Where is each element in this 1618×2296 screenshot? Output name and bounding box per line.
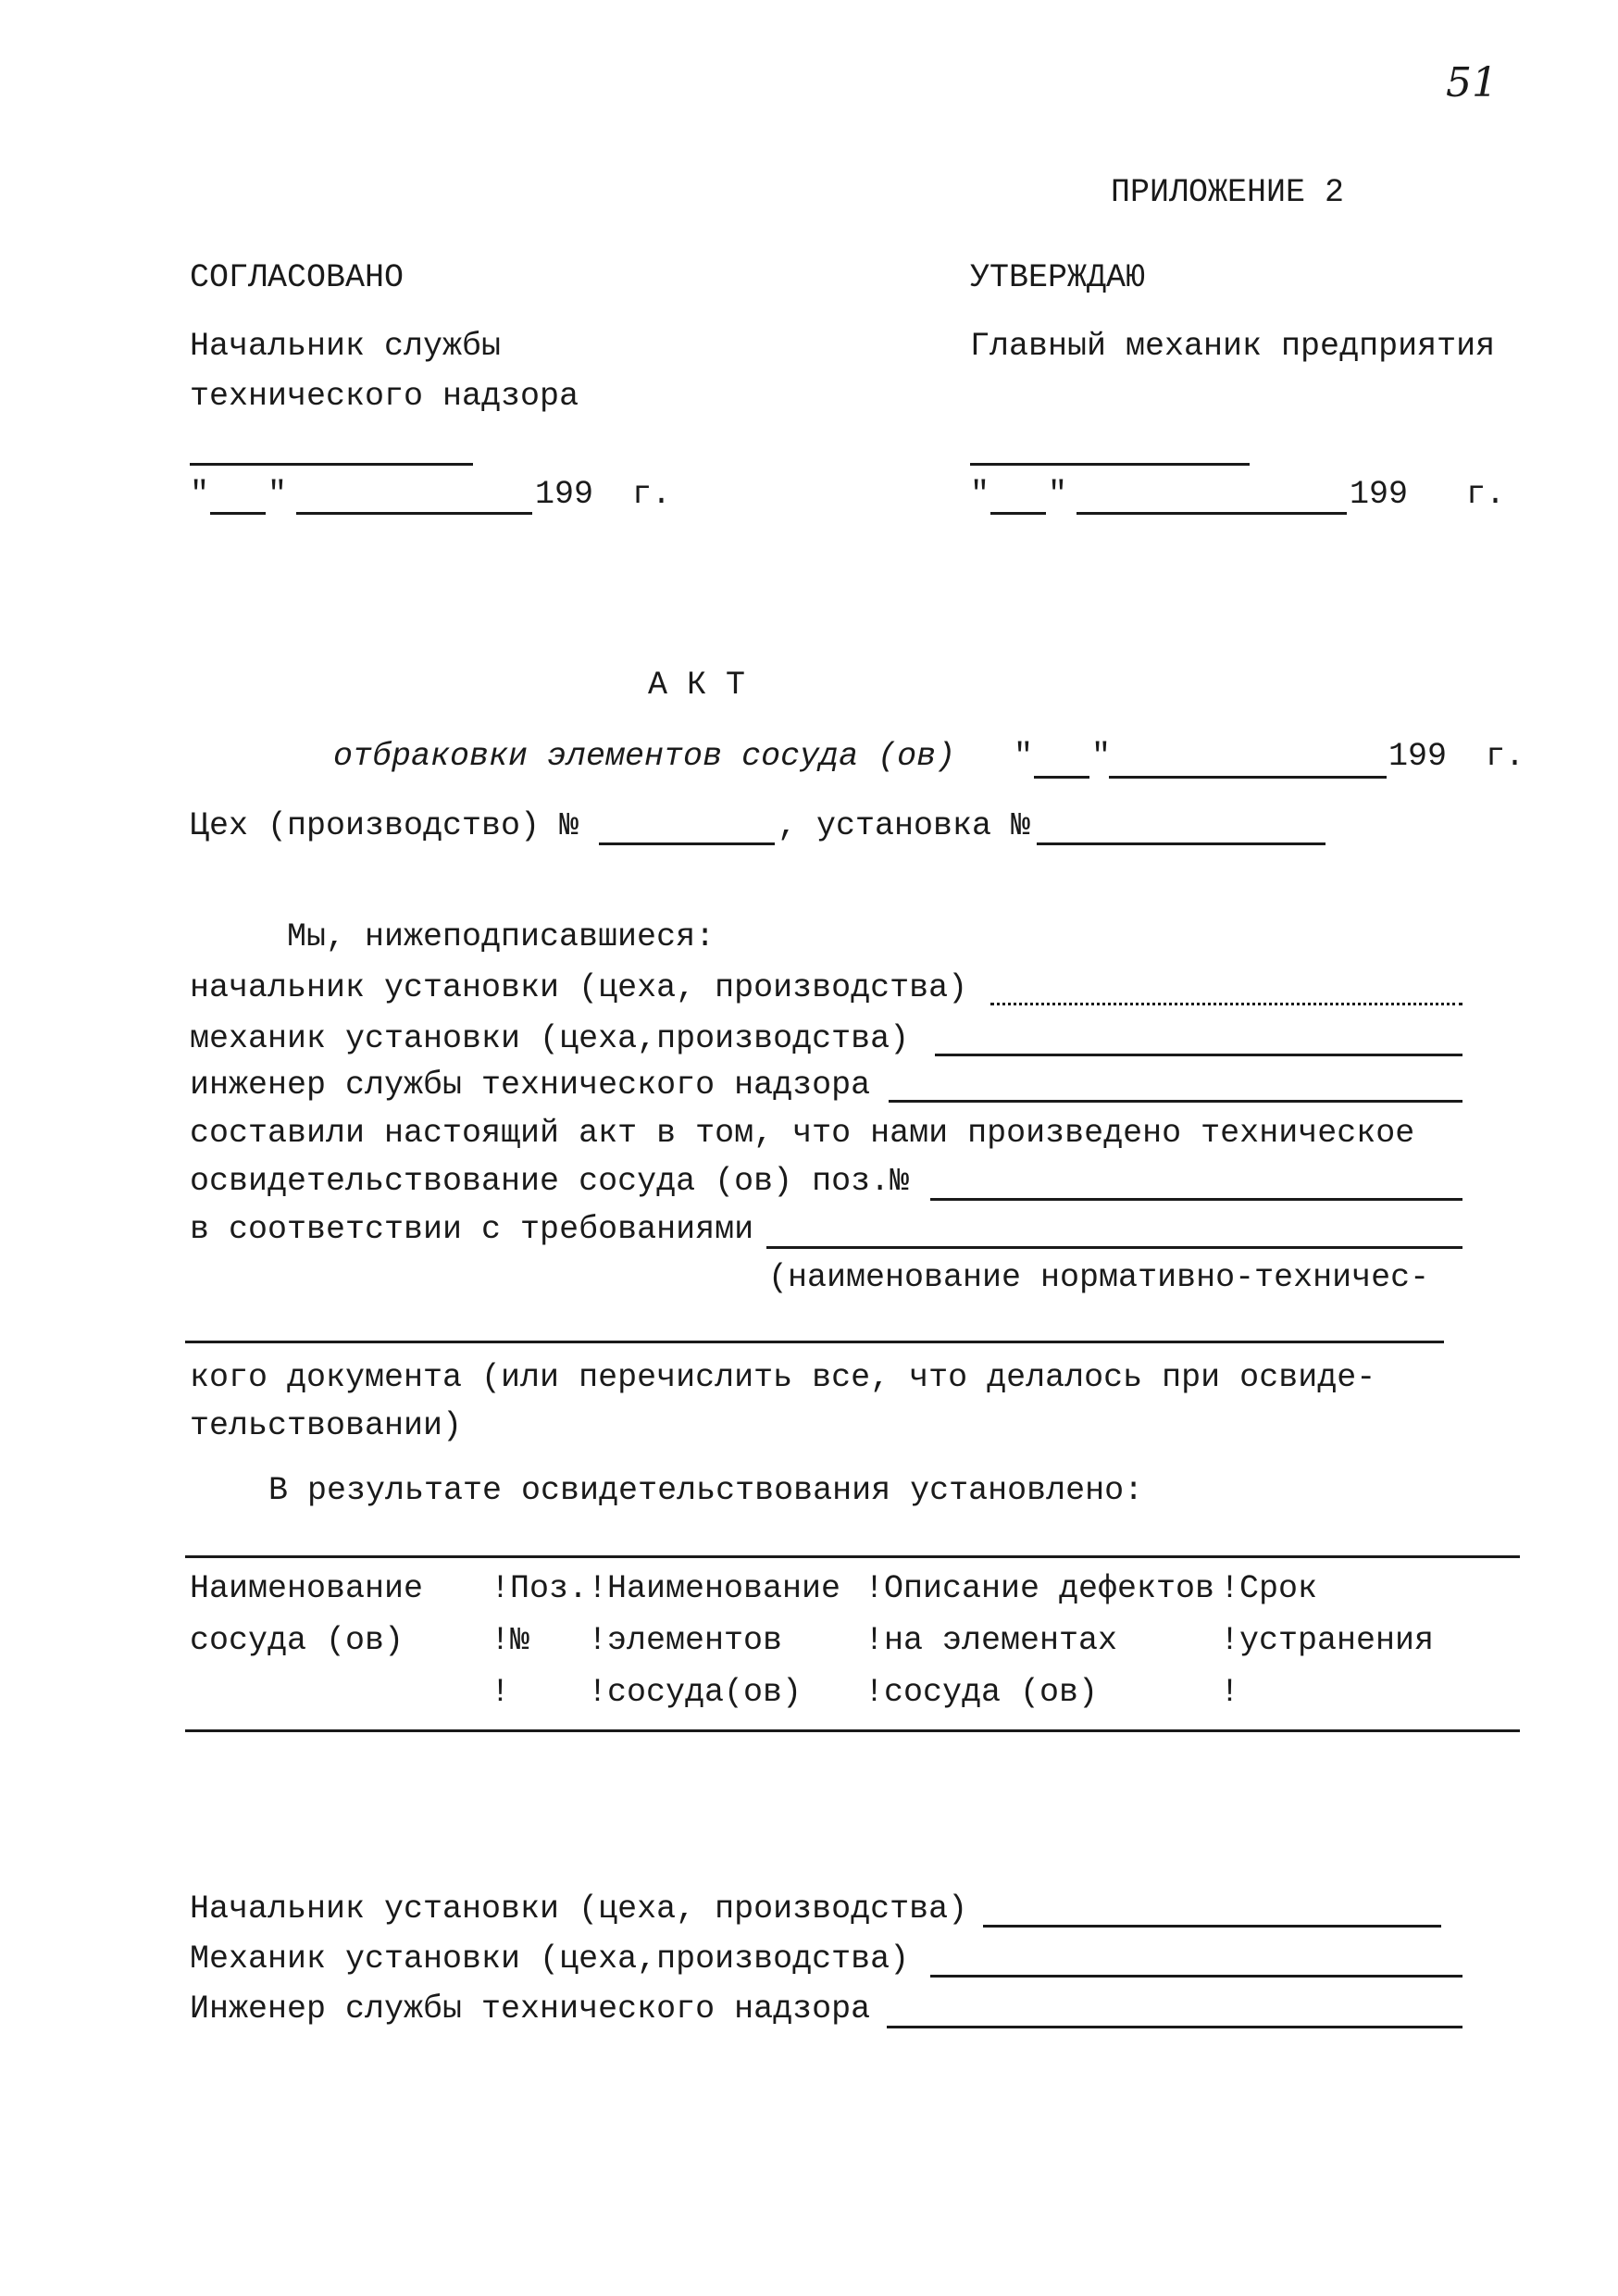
- agreed-heading: СОГЛАСОВАНО: [190, 259, 404, 296]
- agreed-date-quote: " ": [190, 476, 288, 513]
- result-text: В результате освидетельствования установлено:: [268, 1472, 1144, 1509]
- agreed-position-line1: Начальник службы: [190, 328, 502, 365]
- table-bottom-rule: [185, 1729, 1520, 1732]
- member-unit-head: начальник установки (цеха, производства): [190, 969, 968, 1006]
- approve-date-day-line: [990, 512, 1046, 515]
- act-date-month-line: [1109, 776, 1387, 779]
- signature-mechanic-line: [930, 1975, 1462, 1978]
- signature-unit-head: Начальник установки (цеха, производства): [190, 1890, 968, 1928]
- table-col-defects-l1: !Описание дефектов: [865, 1570, 1215, 1607]
- body-line8: тельствовании): [190, 1407, 463, 1444]
- body-line7: кого документа (или перечислить все, что делалось при освиде-: [190, 1359, 1376, 1396]
- table-col-pos-l2: !№: [491, 1622, 530, 1659]
- act-title: А К Т: [648, 667, 746, 704]
- agreed-date-day-line: [210, 512, 266, 515]
- signature-engineer: Инженер службы технического надзора: [190, 1990, 871, 2028]
- approve-date-month-line: [1077, 512, 1347, 515]
- agreed-date-year: 199 г.: [535, 476, 672, 513]
- vessel-position-line: [930, 1198, 1462, 1201]
- table-col-deadline-l3: !: [1220, 1674, 1240, 1711]
- requirements-line: [766, 1246, 1462, 1249]
- unit-label: , установка №: [778, 807, 1031, 844]
- act-date-quote: " ": [1014, 738, 1112, 775]
- table-col-defects-l3: !сосуда (ов): [865, 1674, 1099, 1711]
- table-col-element-l1: !Наименование: [588, 1570, 841, 1607]
- approve-signature-line: [970, 463, 1250, 466]
- table-col-deadline-l1: !Срок: [1220, 1570, 1318, 1607]
- appendix-label: ПРИЛОЖЕНИЕ 2: [1111, 174, 1345, 211]
- body-line5: освидетельствование сосуда (ов) поз.№: [190, 1163, 910, 1200]
- approve-date-year: 199 г.: [1350, 476, 1506, 513]
- signature-engineer-line: [887, 2026, 1462, 2028]
- shop-number-line: [599, 842, 775, 845]
- table-col-element-l3: !сосуда(ов): [588, 1674, 803, 1711]
- agreed-signature-line: [190, 463, 473, 466]
- member-mechanic-line: [935, 1054, 1462, 1056]
- agreed-date-month-line: [296, 512, 532, 515]
- approve-heading: УТВЕРЖДАЮ: [970, 259, 1146, 296]
- approve-date-quote: " ": [970, 476, 1068, 513]
- table-col-name-l2: сосуда (ов): [190, 1622, 404, 1659]
- table-col-defects-l2: !на элементах: [865, 1622, 1118, 1659]
- document-name-line: [185, 1341, 1444, 1343]
- act-date-year: 199 г.: [1388, 738, 1525, 775]
- intro-text: Мы, нижеподписавшиеся:: [287, 918, 716, 955]
- signature-unit-head-line: [983, 1925, 1441, 1928]
- unit-number-line: [1037, 842, 1326, 845]
- act-date-day-line: [1034, 776, 1089, 779]
- signature-mechanic: Механик установки (цеха,производства): [190, 1940, 910, 1978]
- member-unit-head-line: [990, 1003, 1462, 1005]
- body-line6: в соответствии с требованиями: [190, 1211, 754, 1248]
- approve-position: Главный механик предприятия: [970, 328, 1496, 365]
- shop-label: Цех (производство) №: [190, 807, 579, 844]
- table-col-pos-l3: !: [491, 1674, 511, 1711]
- member-engineer-line: [889, 1100, 1462, 1103]
- agreed-position-line2: технического надзора: [190, 378, 579, 415]
- page-number: 51: [1446, 59, 1498, 106]
- member-mechanic: механик установки (цеха,производства): [190, 1020, 910, 1057]
- body-line4: составили настоящий акт в том, что нами произведено техническое: [190, 1115, 1415, 1152]
- table-col-element-l2: !элементов: [588, 1622, 783, 1659]
- table-top-rule: [185, 1555, 1520, 1558]
- table-col-name-l1: Наименование: [190, 1570, 424, 1607]
- act-subtitle: отбраковки элементов сосуда (ов): [333, 738, 956, 775]
- table-col-pos-l1: !Поз.: [491, 1570, 589, 1607]
- table-col-deadline-l2: !устранения: [1220, 1622, 1435, 1659]
- requirements-note: (наименование нормативно-техничес-: [768, 1259, 1430, 1296]
- member-engineer: инженер службы технического надзора: [190, 1067, 871, 1104]
